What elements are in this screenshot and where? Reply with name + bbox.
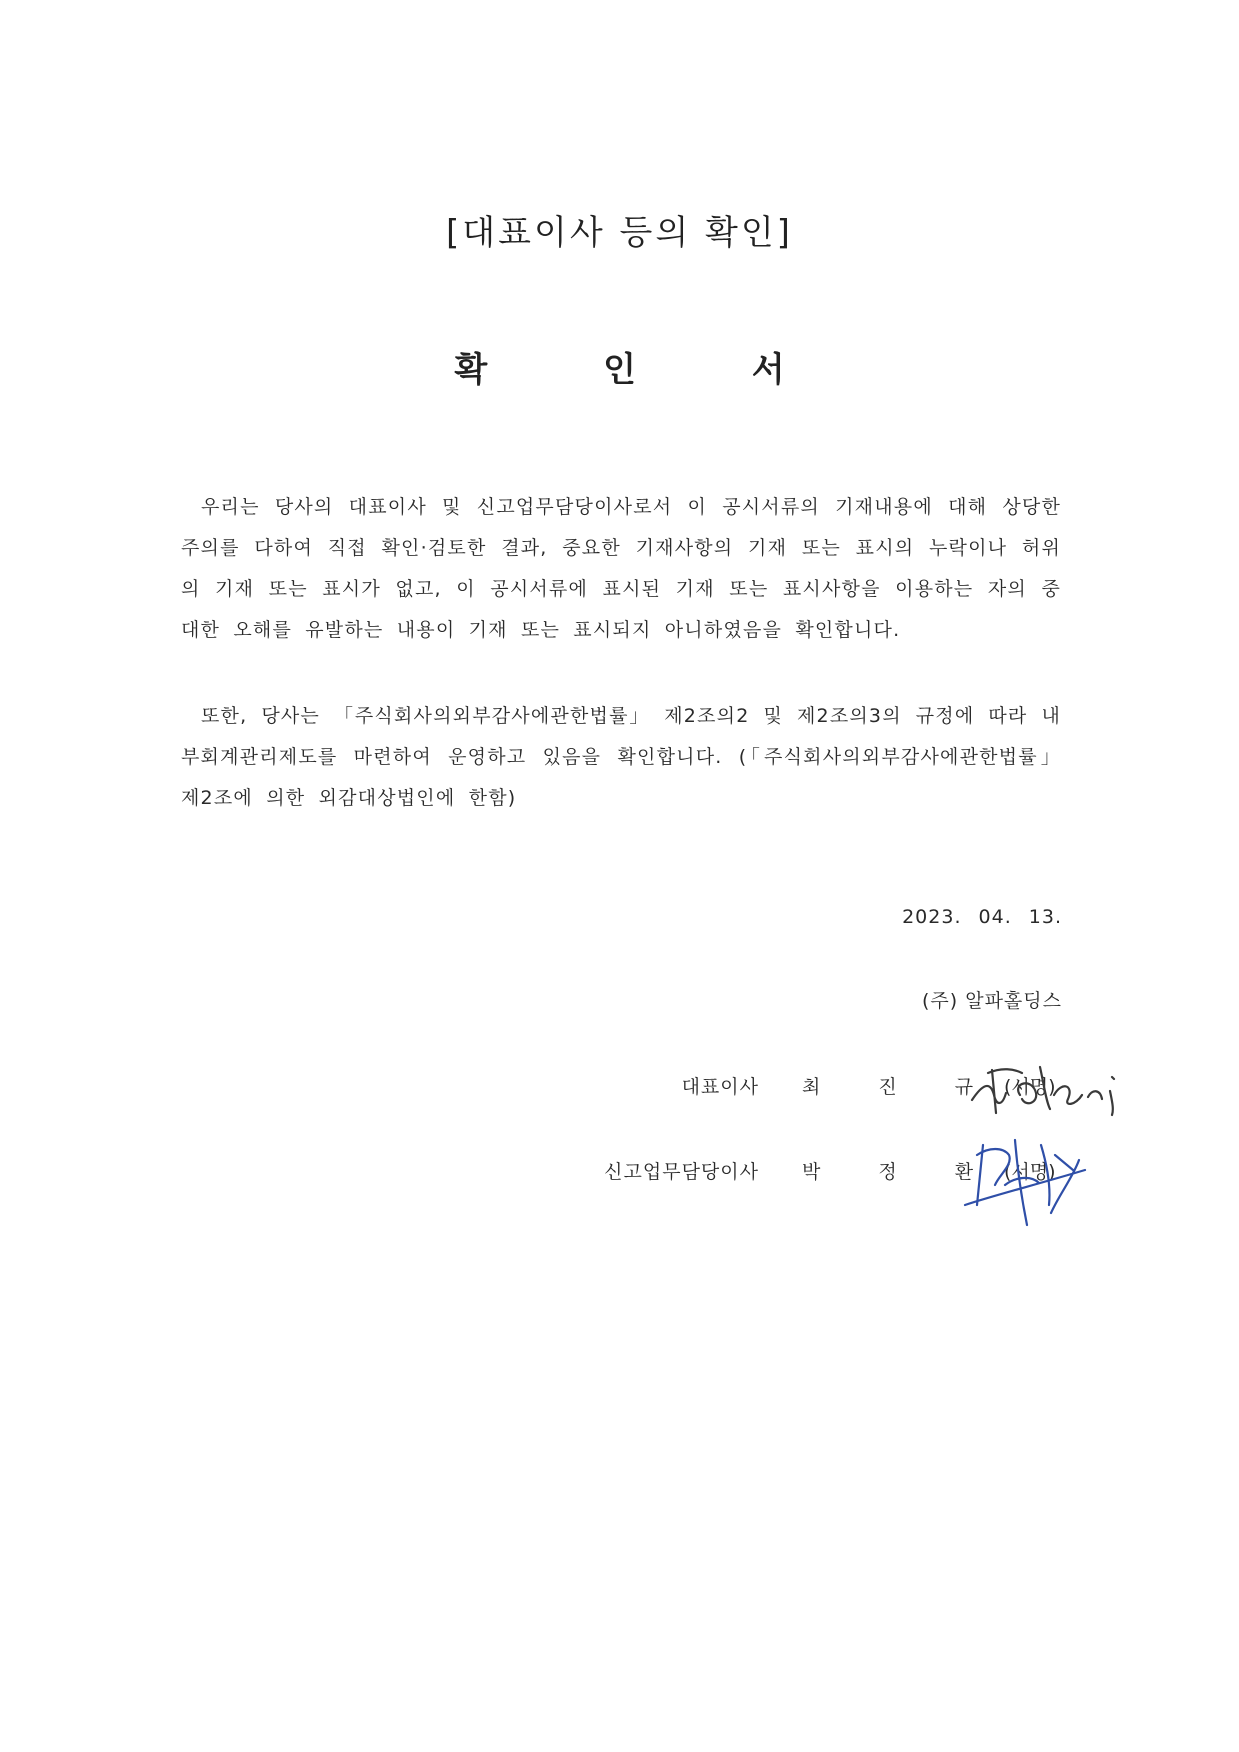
signature-label-ceo: (서명) <box>1004 1076 1056 1098</box>
signatory-name-ceo: 최 진 규 <box>802 1076 1000 1098</box>
signatory-role-ceo: 대표이사 <box>681 1076 759 1098</box>
document-title: 확 인 서 <box>454 350 837 390</box>
handwritten-signature-ceo <box>962 1055 1122 1125</box>
signatory-role-disclosure-director: 신고업무담당이사 <box>604 1161 759 1183</box>
section-heading: [대표이사 등의 확인] <box>446 213 793 253</box>
document-date: 2023. 04. 13. <box>902 906 1062 928</box>
signature-label-disclosure-director: (서명) <box>1004 1161 1056 1183</box>
handwritten-signature-disclosure-director <box>955 1125 1095 1235</box>
confirmation-paragraph-1: 우리는 당사의 대표이사 및 신고업무담당이사로서 이 공시서류의 기재내용에 대해 상당한 주의를 다하여 직접 확인·검토한 결과, 중요한 기재사항의 기재 또는 표시의 누락이나 허위의 기재 또는 표시가 없고, 이 공시서류에 표시된 기재 또는 표시사항을 이용하는 자의 중대한 오해를 유발하는 내용이 기재 또는 표시되지 아니하였음을 확인합니다. <box>181 496 1061 641</box>
signatory-name-disclosure-director: 박 정 환 <box>802 1161 1000 1183</box>
company-name: (주) 알파홀딩스 <box>922 990 1062 1012</box>
confirmation-paragraph-2: 또한, 당사는 「주식회사의외부감사에관한법률」 제2조의2 및 제2조의3의 규정에 따라 내부회계관리제도를 마련하여 운영하고 있음을 확인합니다. (「주식회사의외부감사에관한법률」 제2조에 의한 외감대상법인에 한함) <box>181 705 1061 809</box>
